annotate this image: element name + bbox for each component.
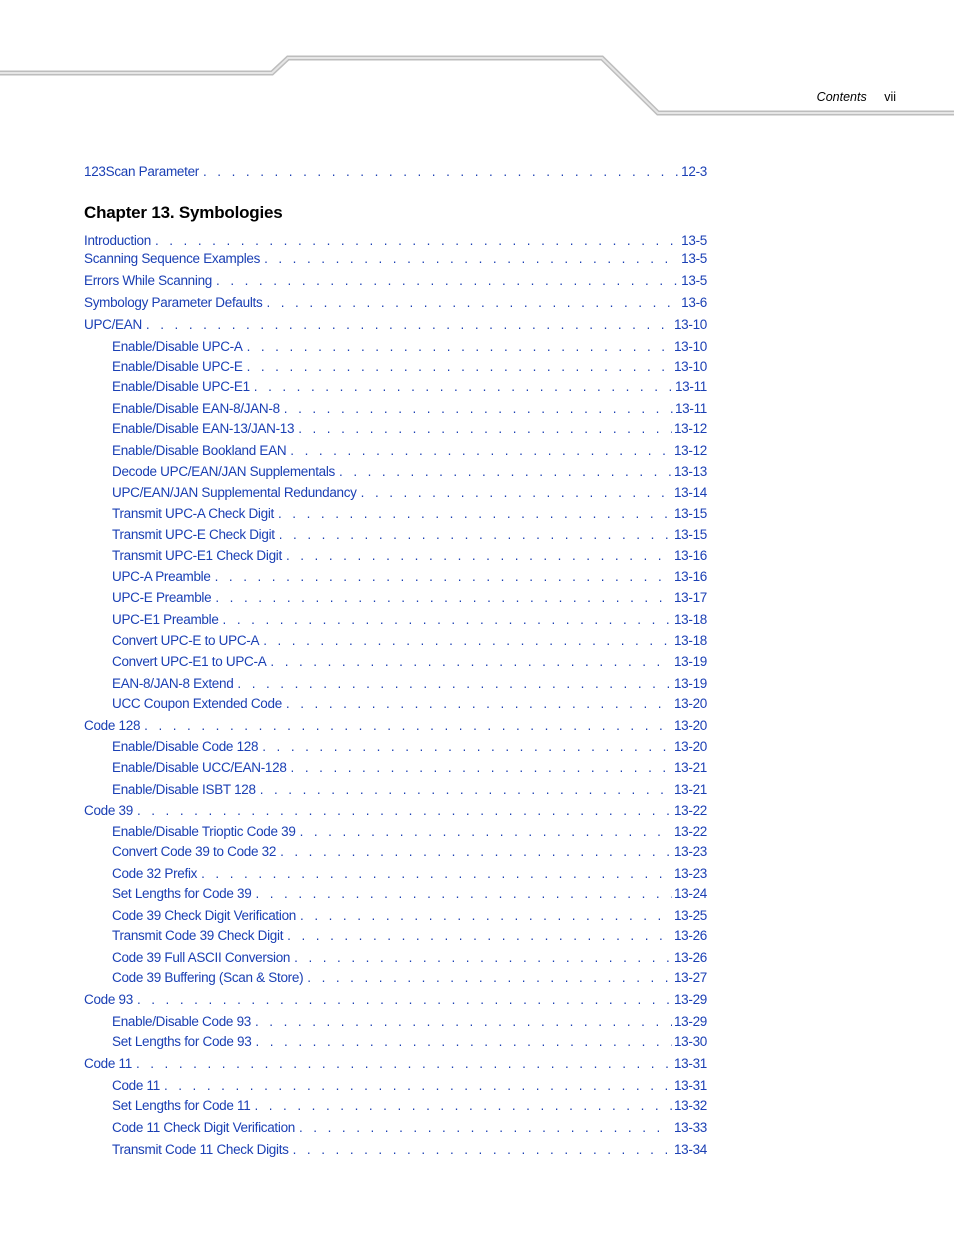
dot-leader xyxy=(215,590,672,605)
toc-entry-label: Set Lengths for Code 39 xyxy=(112,886,252,901)
toc-entry[interactable] xyxy=(112,970,707,988)
toc-entry[interactable] xyxy=(112,339,707,357)
toc-entry-label: EAN-8/JAN-8 Extend xyxy=(112,676,234,691)
chapter-heading: Chapter 13. Symbologies xyxy=(84,203,283,222)
toc-entry-label: Convert UPC-E1 to UPC-A xyxy=(112,654,267,669)
toc-entry-page: 13-16 xyxy=(673,569,707,584)
toc-entry[interactable] xyxy=(112,782,707,800)
toc-entry[interactable] xyxy=(112,421,707,439)
toc-entry[interactable] xyxy=(112,824,707,842)
dot-leader xyxy=(263,633,672,648)
toc-entry-page: 13-21 xyxy=(673,760,707,775)
toc-entry[interactable] xyxy=(112,676,707,694)
toc-entry-page: 13-33 xyxy=(673,1120,707,1135)
dot-leader xyxy=(290,443,672,458)
toc-entry[interactable] xyxy=(84,1056,707,1074)
dot-leader xyxy=(287,928,672,943)
toc-entry[interactable] xyxy=(84,992,707,1010)
toc-entry-label: Enable/Disable UPC-A xyxy=(112,339,243,354)
toc-entry-page: 13-30 xyxy=(673,1034,707,1049)
toc-entry-page: 13-18 xyxy=(673,612,707,627)
toc-entry-page: 13-6 xyxy=(681,295,707,310)
dot-leader xyxy=(293,1142,672,1157)
toc-entry-page: 13-5 xyxy=(681,251,707,266)
toc-entry-label: Enable/Disable ISBT 128 xyxy=(112,782,256,797)
dot-leader xyxy=(255,886,672,901)
toc-entry-label: Enable/Disable Code 128 xyxy=(112,739,259,754)
toc-entry[interactable] xyxy=(112,844,707,862)
dot-leader xyxy=(339,464,672,479)
toc-entry[interactable] xyxy=(112,401,707,419)
dot-leader xyxy=(262,739,672,754)
toc-entry-label: UPC-E1 Preamble xyxy=(112,612,219,627)
toc-entry-label: Enable/Disable Trioptic Code 39 xyxy=(112,824,296,839)
toc-entry-page: 13-27 xyxy=(673,970,707,985)
dot-leader xyxy=(247,339,672,354)
toc-entry-label: Code 11 xyxy=(112,1078,160,1093)
toc-entry-label: Enable/Disable EAN-8/JAN-8 xyxy=(112,401,280,416)
toc-entry[interactable] xyxy=(112,696,707,714)
toc-entry-label: Set Lengths for Code 93 xyxy=(112,1034,252,1049)
running-header-page-number: vii xyxy=(884,90,896,104)
toc-entry-page: 13-5 xyxy=(681,233,707,248)
dot-leader xyxy=(278,506,672,521)
toc-entry-label: Symbology Parameter Defaults xyxy=(84,295,263,310)
toc-entry-label: Scanning Sequence Examples xyxy=(84,251,261,266)
toc-entry-page: 13-12 xyxy=(673,443,707,458)
toc-entry[interactable] xyxy=(112,633,707,651)
toc-entry-label: Enable/Disable Bookland EAN xyxy=(112,443,287,458)
dot-leader xyxy=(215,569,672,584)
toc-entry[interactable] xyxy=(112,569,707,587)
dot-leader xyxy=(264,251,679,266)
toc-entry-page: 13-19 xyxy=(673,654,707,669)
toc-entry[interactable] xyxy=(112,950,707,968)
toc-entry-label: Code 128 xyxy=(84,718,141,733)
toc-entry-page: 13-14 xyxy=(673,485,707,500)
toc-entry-label: Enable/Disable Code 93 xyxy=(112,1014,251,1029)
toc-entry-page: 13-20 xyxy=(673,739,707,754)
dot-leader xyxy=(216,273,679,288)
toc-entry-label: Enable/Disable UPC-E1 xyxy=(112,379,250,394)
dot-leader xyxy=(255,1014,672,1029)
toc-entry-label: Introduction xyxy=(84,233,151,248)
toc-entry[interactable] xyxy=(112,1034,707,1052)
toc-entry[interactable] xyxy=(112,464,707,482)
toc-entry-label: Decode UPC/EAN/JAN Supplementals xyxy=(112,464,336,479)
toc-entry-page: 13-29 xyxy=(673,1014,707,1029)
dot-leader xyxy=(136,1056,672,1071)
toc-entry-page: 13-31 xyxy=(673,1056,707,1071)
toc-entry-page: 13-29 xyxy=(673,992,707,1007)
toc-entry-page: 13-10 xyxy=(673,359,707,374)
toc-entry-label: Convert Code 39 to Code 32 xyxy=(112,844,277,859)
toc-entry[interactable] xyxy=(112,654,707,672)
toc-entry-page: 13-11 xyxy=(674,379,707,394)
toc-entry-page: 13-15 xyxy=(673,506,707,521)
toc-entry[interactable] xyxy=(84,233,707,251)
toc-entry-page: 13-26 xyxy=(673,928,707,943)
toc-entry-label: UPC/EAN/JAN Supplemental Redundancy xyxy=(112,485,357,500)
dot-leader xyxy=(286,696,672,711)
toc-entry-label: Code 11 Check Digit Verification xyxy=(112,1120,295,1135)
toc-entry[interactable] xyxy=(112,1014,707,1032)
toc-entry-page: 13-19 xyxy=(673,676,707,691)
toc-entry[interactable] xyxy=(112,485,707,503)
toc-entry[interactable] xyxy=(112,908,707,926)
toc-entry-page: 13-22 xyxy=(673,824,707,839)
dot-leader xyxy=(146,317,672,332)
toc-entry-page: 13-13 xyxy=(673,464,707,479)
dot-leader xyxy=(300,824,672,839)
dot-leader xyxy=(164,1078,672,1093)
toc-entry[interactable] xyxy=(84,718,707,736)
running-header-title: Contents xyxy=(816,90,867,104)
dot-leader xyxy=(291,760,672,775)
dot-leader xyxy=(254,1098,672,1113)
toc-entry-label: Code 32 Prefix xyxy=(112,866,198,881)
dot-leader xyxy=(137,803,672,818)
toc-entry[interactable] xyxy=(84,251,707,269)
toc-entry-page: 13-16 xyxy=(673,548,707,563)
dot-leader xyxy=(284,401,673,416)
toc-entry[interactable] xyxy=(112,866,707,884)
toc-entry-123scan-parameter[interactable] xyxy=(84,164,707,182)
dot-leader xyxy=(300,908,672,923)
toc-entry-label: Transmit UPC-A Check Digit xyxy=(112,506,274,521)
dot-leader xyxy=(286,548,672,563)
toc-entry[interactable] xyxy=(112,739,707,757)
dot-leader xyxy=(254,379,673,394)
toc-entry-page: 13-32 xyxy=(673,1098,707,1113)
toc-entry[interactable] xyxy=(84,273,707,291)
toc-entry[interactable] xyxy=(112,886,707,904)
dot-leader xyxy=(280,844,672,859)
toc-entry-label: Transmit Code 39 Check Digit xyxy=(112,928,284,943)
toc-entry-page: 13-10 xyxy=(673,317,707,332)
dot-leader xyxy=(299,1120,672,1135)
toc-entry-page: 13-11 xyxy=(674,401,707,416)
dot-leader xyxy=(307,970,672,985)
dot-leader xyxy=(144,718,672,733)
toc-entry[interactable] xyxy=(112,1078,707,1096)
running-header xyxy=(817,90,896,104)
toc-entry-label: Code 93 xyxy=(84,992,133,1007)
toc-entry-page: 13-25 xyxy=(673,908,707,923)
toc-entry-page: 13-21 xyxy=(673,782,707,797)
toc-entry[interactable] xyxy=(112,443,707,461)
dot-leader xyxy=(294,950,672,965)
toc-entry-page: 13-34 xyxy=(673,1142,707,1157)
dot-leader xyxy=(298,421,672,436)
toc-entry[interactable] xyxy=(112,1120,707,1138)
toc-entry[interactable] xyxy=(112,548,707,566)
toc-entry-label: Transmit UPC-E1 Check Digit xyxy=(112,548,282,563)
dot-leader xyxy=(255,1034,672,1049)
toc-entry-page: 13-20 xyxy=(673,718,707,733)
dot-leader xyxy=(237,676,672,691)
toc-entry[interactable] xyxy=(112,612,707,630)
toc-entry[interactable] xyxy=(84,295,707,313)
toc-entry[interactable] xyxy=(84,803,707,821)
toc-entry-label: Transmit Code 11 Check Digits xyxy=(112,1142,289,1157)
toc-entry-label: Code 39 Check Digit Verification xyxy=(112,908,297,923)
toc-entry-page: 12-3 xyxy=(681,164,707,179)
toc-entry-page: 13-31 xyxy=(673,1078,707,1093)
toc-entry-label: UPC-A Preamble xyxy=(112,569,211,584)
toc-entry[interactable] xyxy=(112,1142,707,1160)
toc-entry[interactable] xyxy=(112,760,707,778)
toc-entry-label: Convert UPC-E to UPC-A xyxy=(112,633,260,648)
dot-leader xyxy=(361,485,672,500)
dot-leader xyxy=(260,782,672,797)
toc-entry-label: Enable/Disable UPC-E xyxy=(112,359,243,374)
toc-entry-page: 13-17 xyxy=(673,590,707,605)
toc-entry-label: Code 39 Buffering (Scan & Store) xyxy=(112,970,304,985)
toc-entry-label: Transmit UPC-E Check Digit xyxy=(112,527,275,542)
toc-entry-label: Enable/Disable EAN-13/JAN-13 xyxy=(112,421,295,436)
toc-entry-page: 13-23 xyxy=(673,844,707,859)
toc-entry-label: UCC Coupon Extended Code xyxy=(112,696,282,711)
toc-entry[interactable] xyxy=(112,379,707,397)
toc-entry-page: 13-23 xyxy=(673,866,707,881)
dot-leader xyxy=(203,164,679,179)
toc-entry[interactable] xyxy=(84,317,707,335)
toc-entry-page: 13-5 xyxy=(681,273,707,288)
toc-entry-page: 13-10 xyxy=(673,339,707,354)
toc-entry[interactable] xyxy=(112,359,707,377)
toc-entry-page: 13-15 xyxy=(673,527,707,542)
toc-entry-page: 13-20 xyxy=(673,696,707,711)
dot-leader xyxy=(266,295,679,310)
toc-entry-label: Enable/Disable UCC/EAN-128 xyxy=(112,760,287,775)
dot-leader xyxy=(201,866,672,881)
toc-entry-label: Code 39 xyxy=(84,803,133,818)
dot-leader xyxy=(223,612,672,627)
toc-entry-label: Code 11 xyxy=(84,1056,132,1071)
toc-entry-label: Set Lengths for Code 11 xyxy=(112,1098,251,1113)
dot-leader xyxy=(155,233,679,248)
toc-entry-label: UPC/EAN xyxy=(84,317,142,332)
dot-leader xyxy=(247,359,672,374)
toc-entry[interactable] xyxy=(112,1098,707,1116)
toc-entry-page: 13-12 xyxy=(673,421,707,436)
dot-leader xyxy=(279,527,672,542)
toc-entry-page: 13-24 xyxy=(673,886,707,901)
toc-entry-page: 13-22 xyxy=(673,803,707,818)
dot-leader xyxy=(137,992,672,1007)
toc-entry-label: Errors While Scanning xyxy=(84,273,213,288)
toc-entry[interactable] xyxy=(112,527,707,545)
header-tab-graphic xyxy=(0,0,954,120)
dot-leader xyxy=(270,654,672,669)
toc-entry[interactable] xyxy=(112,506,707,524)
toc-entry-label: 123Scan Parameter xyxy=(84,164,199,179)
toc-entry-page: 13-18 xyxy=(673,633,707,648)
toc-entry[interactable] xyxy=(112,928,707,946)
toc-entry-label: UPC-E Preamble xyxy=(112,590,212,605)
toc-entry[interactable] xyxy=(112,590,707,608)
toc-entry-label: Code 39 Full ASCII Conversion xyxy=(112,950,291,965)
toc-entry-page: 13-26 xyxy=(673,950,707,965)
